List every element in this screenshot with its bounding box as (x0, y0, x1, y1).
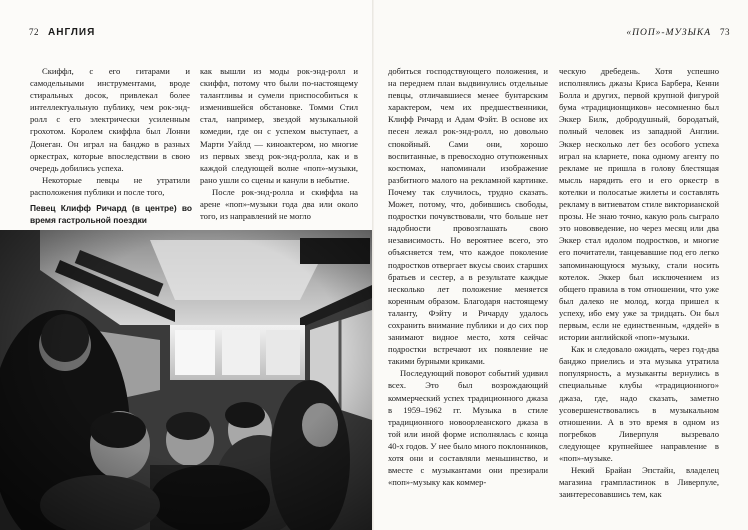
right-column-1 (388, 65, 548, 488)
left-running-head (29, 27, 95, 38)
left-col1-paragraph-1: Скиффл, с его гитарами и самодельными инструментами, вроде стиральных досок, привлекал более интеллектуальную публику, чем рок-энд-ролл с его электрически усиленным грохотом. Королем скиффла был Лонни Донеган. Он играл на банджо в разных оркестрах, которые впоследствии в свою очередь добились успеха. (30, 66, 190, 173)
right-col2-paragraph-3: Некий Брайан Эпстайн, владелец магазина грампластинок в Ливерпуле, заинтересовавшись тем, как (559, 465, 719, 500)
right-col2-paragraph-2: Как и следовало ожидать, через год-два банджо приелись и эта музыка утратила популярность, а музыканты вернулись в специальные клубы «традиционного» джаза, где, надо сказать, заметно усовершенствовались в музыкальном отношении. А в это время в одном из погребков Ливерпуля вызревало следующее крупнейшее направление в «поп»-музыке. (559, 344, 719, 463)
left-col2-paragraph-1: как вышли из моды рок-энд-ролл и скиффл, потому что были по-настоящему талантливы и сумели приспособиться к изменившейся обстановке. Томми Стил стал, например, звездой музыкальной комедии, где он с успехом выступает, а Марти Уайлд — киноактером, но многие из первых звезд рок-энд-ролла, как и в каждой следующей волне «поп»-музыки, рано ушли со сцены и канули в небытие. (200, 66, 358, 185)
right-col1-paragraph-1: добиться господствующего положения, и на переднем план выдвинулись отдельные певцы, отличавшиеся менее бунтарским характером, чем их предшественники, Клифф Ричард и Адам Фэйт. В основе их песен лежал рок-энд-ролл, но довольно спокойный. Сами они, хорошо воспитанные, в превосходно отутюженных костюмах, напоминали изображение разбитного малого на рекламной картинке. Почему так случилось, трудно сказать. Может, потому, что, добившись свободы, подростки почувствовали, что больше нет надобности провозглашать свою независимость. Но вероятнее всего, это объясняется тем, что каждое поколение подростков отвергает вкусы своих старших братьев и сестер, а в результате каждые несколько лет положение меняется коренным образом. Благодаря настоящему таланту, Фэйту и Ричарду удалось сохранить внимание публики и до сих пор занимают видное место, хотя сейчас подростки встречают их появление не такими бурными криками. (388, 66, 548, 367)
right-col1-paragraph-2: Последующий поворот событий удивил всех. Это был возрождающий коммерческий успех традиционного джаза в 1959–1962 гг. Музыка в стиле традиционного новоорлеанского джаза в той или иной форме исполнялась с конца 40-х годов. У нее было много поклонников, хотя они и составляли меньшинство, и вместе с музыкантами они презирали «поп»-музыку как коммер- (388, 368, 548, 488)
right-column-2 (559, 65, 719, 500)
bus-interior-photo (0, 230, 372, 530)
left-col2-paragraph-2: После рок-энд-ролла и скиффла на арене «поп»-музыки года два или около того, из направлений не могло (200, 186, 358, 222)
right-section-title: «ПОП»-МУЗЫКА (626, 28, 711, 38)
right-page (374, 0, 748, 530)
left-section-title: АНГЛИЯ (48, 27, 96, 38)
photo-caption: Певец Клифф Ричард (в центре) во время гастрольной поездки (30, 203, 192, 225)
left-column-2 (200, 65, 358, 222)
right-col2-paragraph-1: ческую дребедень. Хотя успешно исполнялись джазы Криса Барбера, Кенни Болла и других, первой крупной фигурой бума «традиционщиков» несомненно был Эккер Билк, добродушный, бородатый, полный человек из западной Англии. Эккер несколько лет без особого успеха играл на кларнете, пока одному агенту по рекламе не пришла в голову блестящая мысль нарядить его и его оркестр в котелки и полосатые жилеты и составлять рекламу в витиеватом стиле викторианской прозы. Не знаю точно, какую роль сыграло это нововведение, но через месяц или два Эккер стал идолом подростков, и многие его почитатели, танцевавшие под его легко запоминающуюся музыку, стали носить котелок. Эккер был исключением из общего правила в том отношении, что уже был далеко не молод, когда пришел к успеху, ибо ему уже за тридцать. Он был первым, если не единственным, «дядей» в истории английской «поп»-музыки. (559, 66, 719, 343)
left-col1-paragraph-2: Некоторые певцы не утратили расположения публики и после того, (30, 174, 190, 197)
right-page-number: 73 (720, 27, 730, 37)
left-column-1 (30, 65, 190, 198)
left-page-number: 72 (29, 27, 39, 37)
right-running-head (626, 27, 730, 38)
